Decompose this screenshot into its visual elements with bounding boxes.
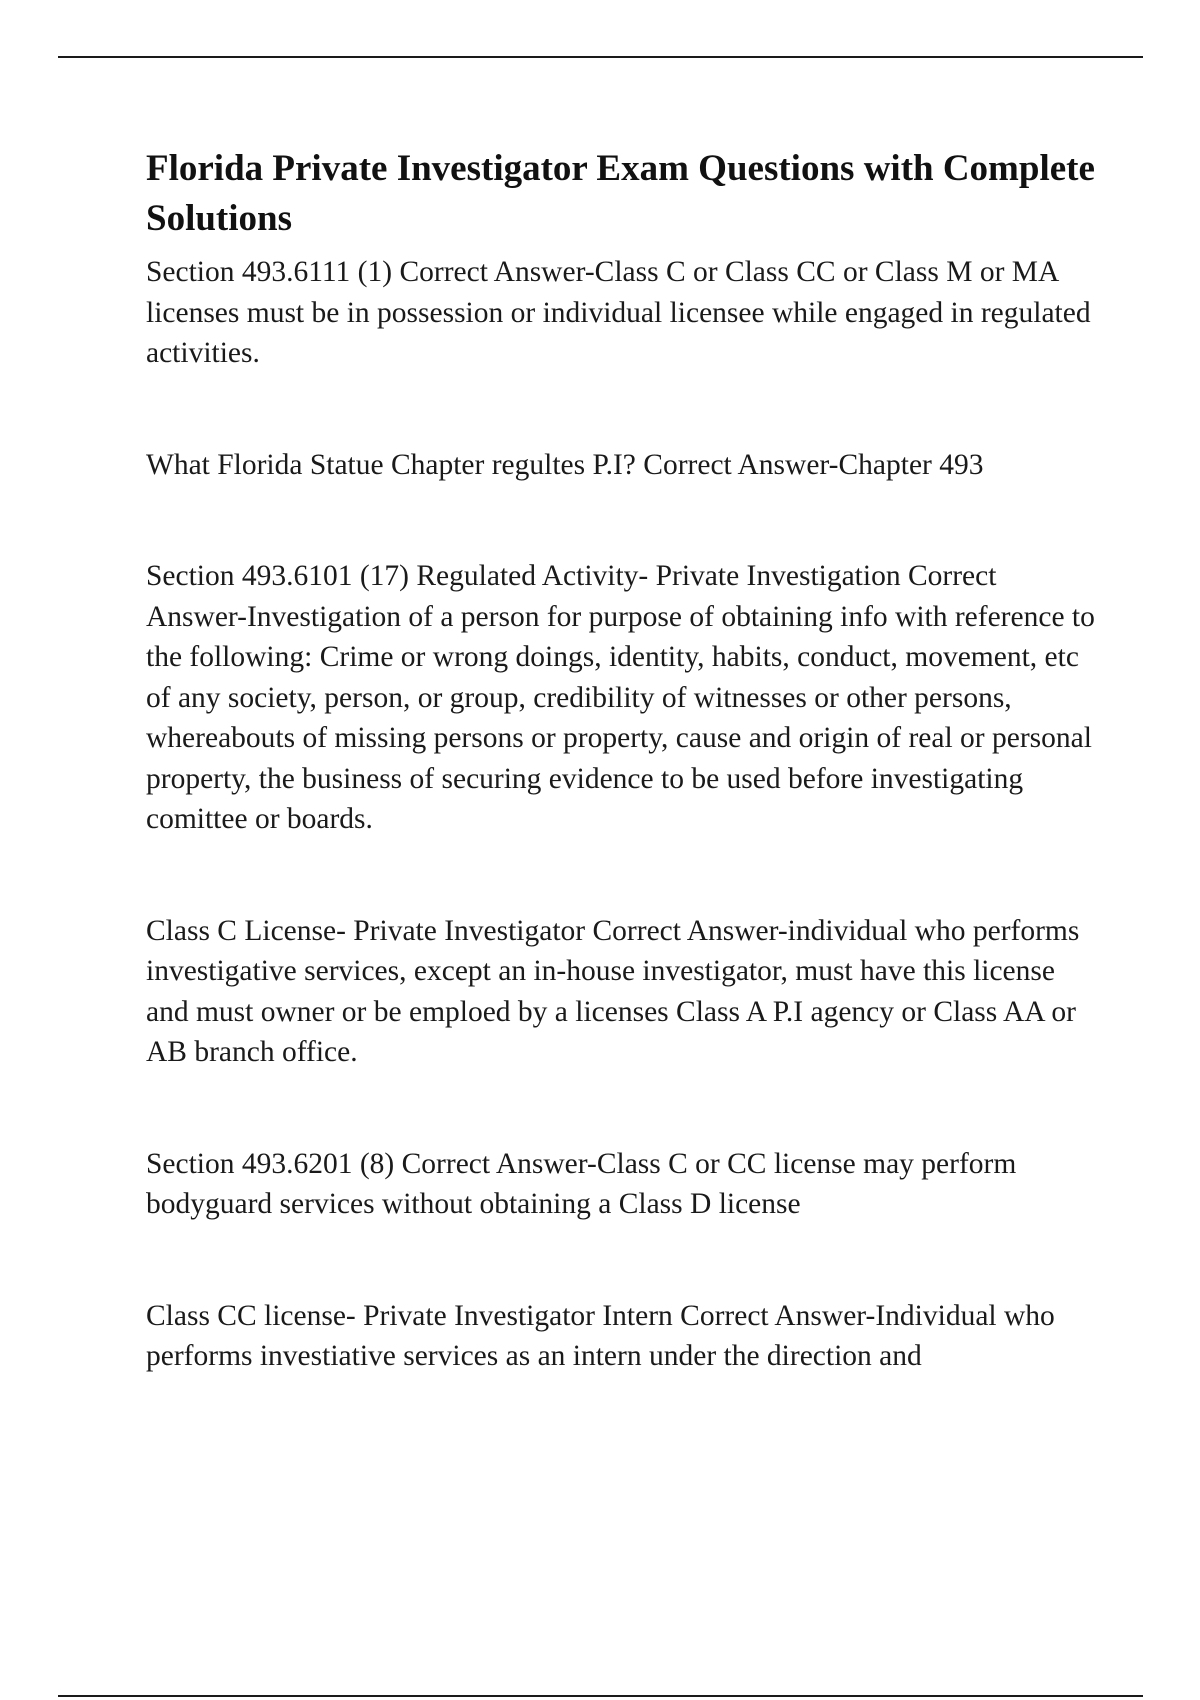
qa-item-chapter-493: What Florida Statue Chapter regultes P.I? Correct Answer-Chapter 493 <box>146 448 984 481</box>
qa-item-section-493-6201: Section 493.6201 (8) Correct Answer-Class C or CC license may perform bodyguard services without obtaining a Class D license <box>146 1147 1017 1220</box>
top-divider <box>58 56 1143 58</box>
qa-item-section-493-6101: Section 493.6101 (17) Regulated Activity- Private Investigation Correct Answer-Investigation of a person for purpose of obtaining info with reference to the following: Crime or wrong doings, identity, habits, conduct, movement, etc of any society, person, or group, credibility of witnesses or other persons, whereabouts of missing persons or property, cause and origin of real or personal property, the business of securing evidence to be used before investigating comittee or boards. <box>146 560 1095 835</box>
document-title: Florida Private Investigator Exam Questions with Complete Solutions <box>146 148 1095 239</box>
document-body <box>146 144 1096 1377</box>
qa-item-class-cc-license: Class CC license- Private Investigator Intern Correct Answer-Individual who performs investiative services as an intern under the direction and <box>146 1299 1055 1372</box>
qa-item-class-c-license: Class C License- Private Investigator Correct Answer-individual who performs investigative services, except an in-house investigator, must have this license and must owner or be emploed by a licenses Class A P.I agency or Class AA or AB branch office. <box>146 914 1080 1068</box>
bottom-divider <box>58 1695 1143 1697</box>
qa-item-section-493-6111: Section 493.6111 (1) Correct Answer-Class C or Class CC or Class M or MA licenses must be in possession or individual licensee while engaged in regulated activities. <box>146 256 1091 369</box>
